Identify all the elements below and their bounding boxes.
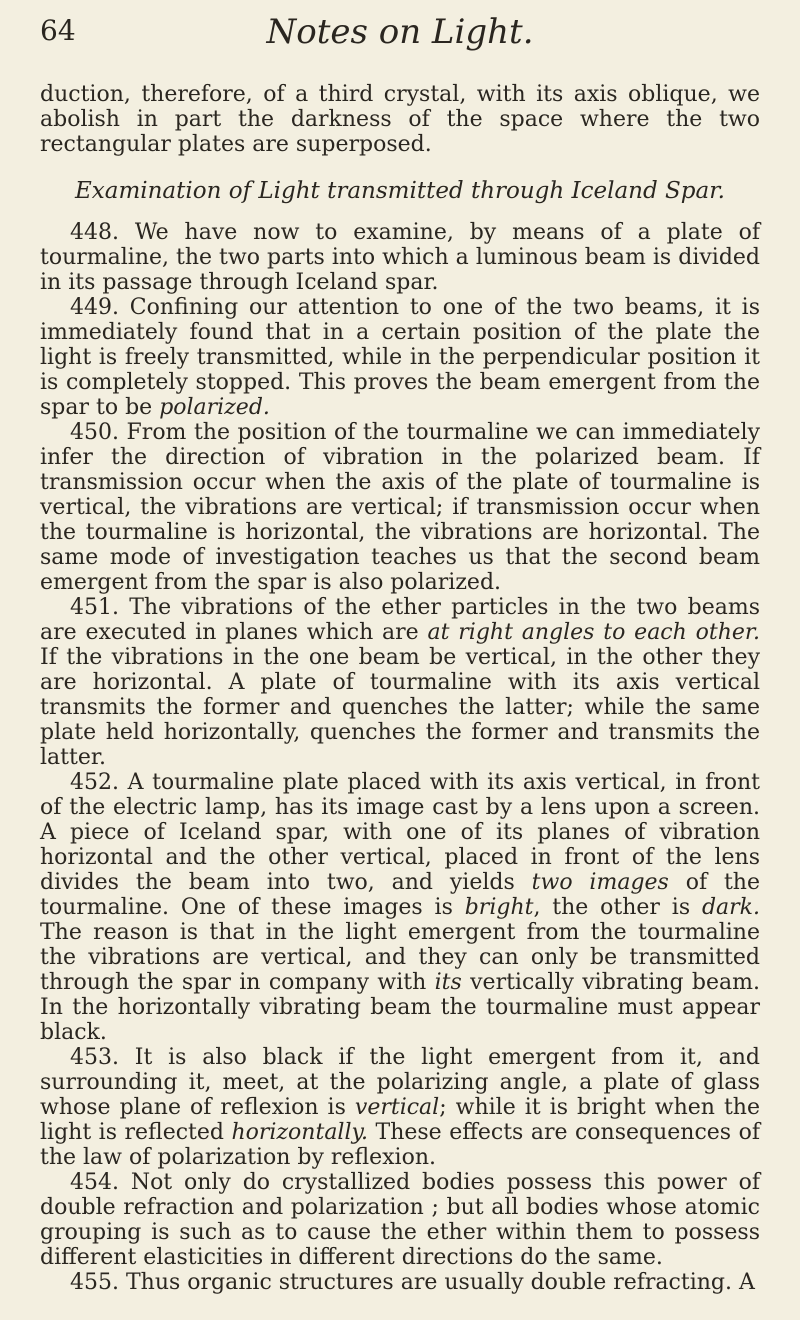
paragraph-449: [40, 295, 760, 420]
paragraph-454: 454. Not only do crystallized bodies possess this power of double refraction and polarization ; but all bodies whose atomic grouping is such as to cause the ether within them to possess different elasticities in different directions do the same.: [40, 1170, 760, 1270]
paragraph-451: [40, 595, 760, 770]
paragraph-453-emphasis-horizontally: horizontally.: [231, 1120, 369, 1145]
section-heading: Examination of Light transmitted through Iceland Spar.: [74, 178, 725, 204]
paragraph-452: [40, 770, 760, 1045]
paragraph-452-text-4: The reason is that in the light emergent from the tourmaline the vibrations are vertical, and they can only be transmitted through the spar in company with: [40, 920, 760, 995]
paragraph-451-emphasis: at right angles to each other.: [427, 620, 760, 645]
paragraph-453-text-2: ; while it is bright when the light is reflected: [40, 1095, 760, 1145]
paragraph-452-text: 452. A tourmaline plate placed with its axis vertical, in front of the electric lamp, has its image cast by a lens upon a screen. A piece of Iceland spar, with one of its planes of vibration horizontal and the other vertical, placed in front of the lens divides the beam into two, and yields: [40, 770, 760, 895]
paragraph-448: 448. We have now to examine, by means of a plate of tourmaline, the two parts into which a luminous beam is divided in its passage through Iceland spar.: [40, 220, 760, 295]
page-number: 64: [40, 14, 76, 47]
paragraph-453-emphasis-vertical: vertical: [354, 1095, 440, 1120]
paragraph-452-text-3: , the other is: [533, 895, 702, 920]
paragraph-453-text-3: These effects are consequences of the law of polarization by reflexion.: [40, 1120, 760, 1170]
paragraph-452-text-5: vertically vibrating beam. In the horizontally vibrating beam the tourmaline must appear black.: [40, 970, 760, 1045]
paragraph-451-text: 451. The vibrations of the ether particles in the two beams are executed in planes which are: [40, 595, 760, 645]
paragraph-452-emphasis-bright: bright: [464, 895, 534, 920]
paragraph-453-text: 453. It is also black if the light emergent from it, and surrounding it, meet, at the polarizing angle, a plate of glass whose plane of reflexion is: [40, 1045, 760, 1120]
paragraph-452-text-2: of the tourmaline. One of these images is: [40, 870, 760, 920]
intro-paragraph: duction, therefore, of a third crystal, with its axis oblique, we abolish in part the darkness of the space where the two rectangular plates are superposed.: [40, 82, 760, 157]
paragraph-453: [40, 1045, 760, 1170]
paragraph-449-emphasis: polarized.: [159, 395, 270, 420]
paragraph-452-emphasis-its: its: [434, 970, 462, 995]
page-body: [40, 82, 760, 1295]
paragraph-452-emphasis-two-images: two images: [531, 870, 669, 895]
paragraph-450: 450. From the position of the tourmaline we can immediately infer the direction of vibration in the polarized beam. If transmission occur when the axis of the plate of tourmaline is vertical, the vibrations are vertical; if transmission occur when the tourmaline is horizontal, the vibrations are horizontal. The same mode of investigation teaches us that the second beam emergent from the spar is also polarized.: [40, 420, 760, 595]
paragraph-449-text: 449. Confining our attention to one of the two beams, it is immediately found that in a certain position of the plate the light is freely transmitted, while in the perpendicular position it is completely stopped. This proves the beam emergent from the spar to be: [40, 295, 760, 420]
page-header: [40, 10, 760, 62]
paragraph-452-emphasis-dark: dark.: [701, 895, 760, 920]
paragraph-451-text-2: If the vibrations in the one beam be vertical, in the other they are horizontal. A plate of tourmaline with its axis vertical transmits the former and quenches the latter; while the same plate held horizontally, quenches the former and transmits the latter.: [40, 645, 760, 770]
running-title: Notes on Light.: [266, 12, 534, 52]
paragraph-455: 455. Thus organic structures are usually double refracting. A: [70, 1270, 755, 1295]
